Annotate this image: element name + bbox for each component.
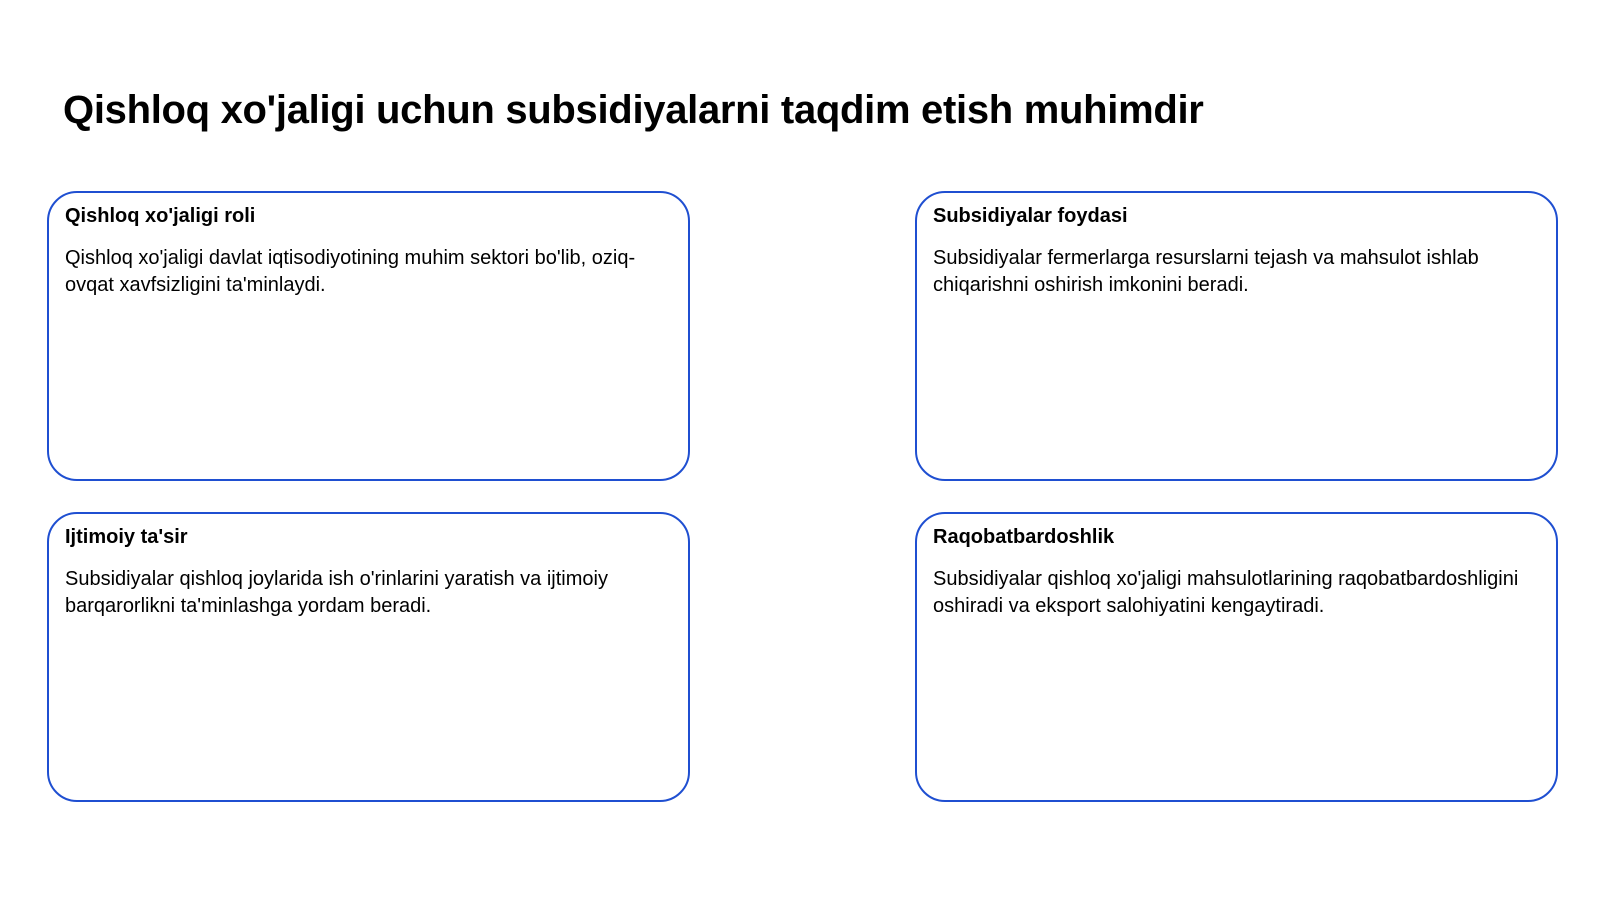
card-text: Subsidiyalar qishloq joylarida ish o'rinlarini yaratish va ijtimoiy barqarorlikni ta'minlashga yordam beradi. [65,568,608,617]
card-title: Subsidiyalar foydasi [933,205,1128,227]
page-title: Qishloq xo'jaligi uchun subsidiyalarni taqdim etish muhimdir [63,88,1204,132]
card-text: Qishloq xo'jaligi davlat iqtisodiyotining muhim sektori bo'lib, oziq-ovqat xavfsizligini ta'minlaydi. [65,247,636,296]
card-agriculture-role [47,191,690,481]
card-text: Subsidiyalar fermerlarga resurslarni tejash va mahsulot ishlab chiqarishni oshirish imkonini beradi. [933,247,1479,296]
card-social-impact [47,512,690,802]
card-text: Subsidiyalar qishloq xo'jaligi mahsulotlarining raqobatbardoshligini oshiradi va eksport salohiyatini kengaytiradi. [933,568,1519,617]
card-subsidy-benefit [915,191,1558,481]
card-title: Qishloq xo'jaligi roli [65,205,256,227]
card-title: Raqobatbardoshlik [933,526,1115,548]
card-competitiveness [915,512,1558,802]
card-title: Ijtimoiy ta'sir [65,526,188,548]
